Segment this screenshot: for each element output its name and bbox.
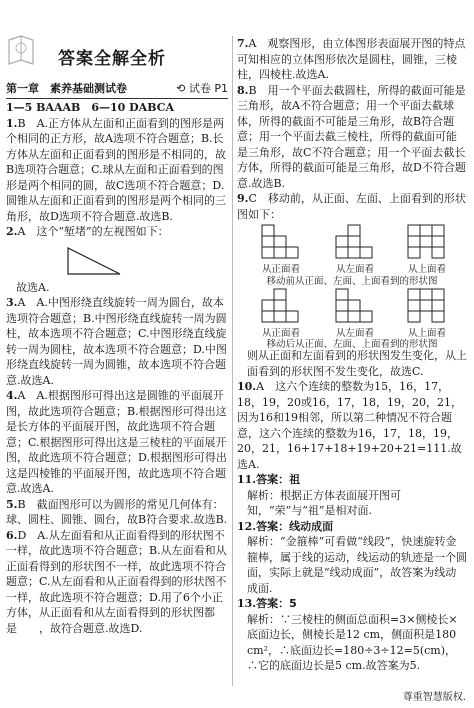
answer-1: 1.B A.正方体从左面和正面看到的图形是两个相同的正方形，故A选项不符合题意；B.长方体从左面和正面看到的图形是不相同的，故B选项符合题意；C.球从左面和正面看到的图形是两个相同的圆，故C选项不符合题意；D.圆锥从左面和正面看到的图形是两个相同的三角形，故D选项不符合题意.故选B. [6, 116, 226, 223]
answer-12: 12.答案：线动成面 [237, 519, 334, 533]
right-column [237, 36, 467, 674]
caption-front-before: 从正面看 [261, 264, 300, 275]
left-column [6, 100, 228, 636]
book-logo-icon [6, 34, 36, 68]
chapter-title: 第一章 素养基础测试卷 [6, 82, 127, 95]
answer-13-explanation: 解析：∵三棱柱的侧面总面积=3×侧棱长×底面边长，侧棱长是12 cm，侧面积是180 cm²，∴底面边长=180÷3÷12=5(cm)，∴它的底面边长是5 cm.故答案为5. [247, 612, 458, 672]
answer-12-explanation: 解析：“金箍棒”可看做“线段”，快速旋转金箍棒，属于线的运动，线运动的轨迹是一个圆面，实际上就是“线动成面”，故答案为线动成面. [247, 535, 467, 595]
top-view-after [407, 288, 447, 324]
front-view-after [261, 288, 301, 324]
answer-13: 13.答案：5 [237, 597, 297, 610]
answer-5: 5.B 截面图形可以为圆形的常见几何体有：球、圆柱、圆锥、圆台，故B符合要求.故选B. [6, 497, 228, 526]
answer-11: 11.答案：祖 [237, 473, 301, 486]
answer-2-conclusion: 故选A. [16, 280, 50, 294]
triangle-diagram [66, 244, 122, 276]
answer-9: 9.C 移动前，从正面、左面、上面看到的形状图如下： [237, 192, 466, 221]
page-footer: 尊重智慧版权. [402, 692, 466, 703]
answer-11-explanation: 解析：根据正方体表面展开图可知，“荣”与“祖”是相对面. [247, 488, 401, 517]
chapter-heading [6, 80, 228, 99]
top-view-before [407, 224, 447, 260]
caption-front-after: 从正面看 [261, 328, 300, 339]
page-reference: ⟲ 试卷 P1 [176, 82, 228, 95]
answer-6: 6.D A.从左面看和从正面看得到的形状图不一样，故此选项不符合题意；B.从左面看和从正面看得到的形状图不一样，故此选项不符合题意；C.从左面看和从正面看得到的形状图不一样，故此选项不符合题意；D.用了6个小正方体，从正面看和从左面看得到的形状图都是 ，故符合题意.故选D. [6, 528, 227, 635]
view-figures [237, 222, 467, 348]
front-view-before [261, 224, 301, 260]
caption-row-after: 移动后从正面、左面、上面看到的形状图 [266, 339, 438, 350]
answer-7: 7.A 观察图形，由立体图形表面展开图的特点可知相应的立体图形依次是圆柱，圆锥，三棱柱，四棱柱.故选A. [237, 37, 466, 81]
caption-left-after: 从左面看 [335, 328, 374, 339]
left-view-after [335, 288, 375, 324]
triangle-figure [6, 240, 228, 280]
answer-2: 2.A 这个“堑堵”的左视图如下： [6, 225, 169, 238]
answer-8: 8.B 用一个平面去截圆柱，所得的截面可能是三角形，故A不符合题意；用一个平面去截球体，所得的截面不可能是三角形，故B符合题意；用一个平面去截三棱柱，所得的截面可能是三角形，故C不符合题意；用一个平面去截长方体，所得的截面可能是三角形，故D不符合题意.故选B. [237, 83, 466, 190]
column-divider [232, 36, 233, 686]
answer-key-line: 1—5 BAAAB 6—10 DABCA [6, 101, 174, 114]
caption-row-before: 移动前从正面、左面、上面看到的形状图 [266, 276, 438, 287]
answer-3: 3.A A.中图形绕直线旋转一周为圆台，故本选项符合题意；B.中图形绕直线旋转一周为圆柱，故本选项不符合题意；C.中图形绕直线旋转一周为圆柱，故本选项不符合题意；D.中图形绕直线旋转一周为圆锥，故本选项不符合题意.故选A. [6, 296, 227, 387]
caption-top-after: 从上面看 [407, 328, 446, 339]
caption-top-before: 从上面看 [407, 264, 446, 275]
caption-left-before: 从左面看 [335, 264, 374, 275]
answer-9-conclusion: 则从正面和左面看到的形状图发生变化，从上面看到的形状图不发生变化，故选C. [247, 349, 467, 378]
answer-10: 10.A 这六个连续的整数为15，16，17，18，19，20或16，17，18，19，20，21，因为16和19相邻，所以第二种情况不符合题意，这六个连续的整数为16，17，18，19，20，21，16+17+18+19+20+21=111.故选A. [237, 380, 462, 471]
page-title: 答案全解全析 [58, 49, 166, 69]
left-view-before [335, 224, 375, 260]
answer-4: 4.A A.根据图形可得出这是圆锥的平面展开图，故此选项符合题意；B.根据图形可得出这是长方体的平面展开图，故此选项不符合题意；C.根据图形可得出这是三棱柱的平面展开图，故此选项不符合题意；D.根据图形可得出这是四棱锥的平面展开图，故此选项不符合题意.故选A. [6, 389, 227, 495]
